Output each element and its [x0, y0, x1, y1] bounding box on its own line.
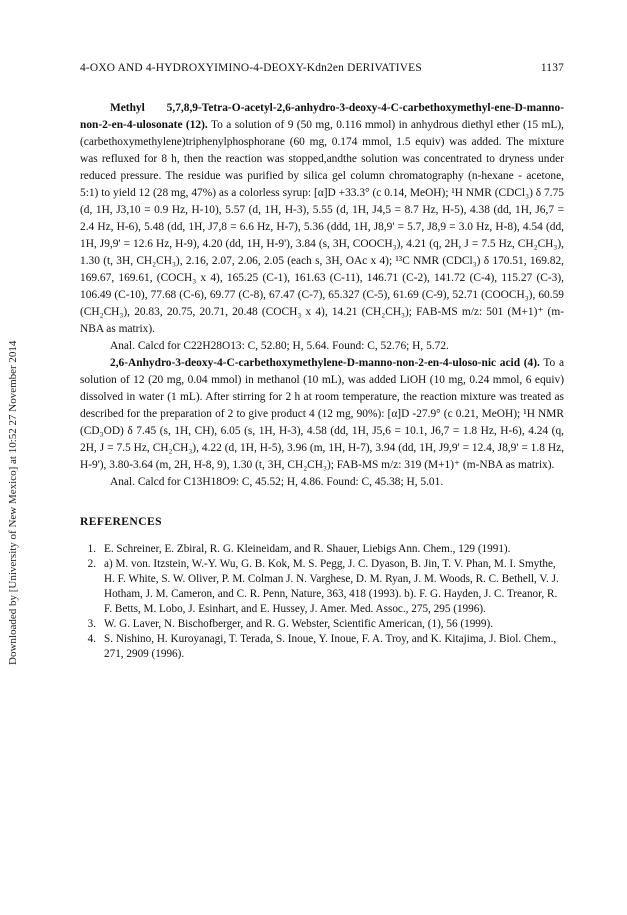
reference-text: E. Schreiner, E. Zbiral, R. G. Kleineidam, and R. Shauer, Liebigs Ann. Chem., 129 (1991). — [104, 543, 511, 555]
reference-item — [80, 632, 564, 662]
paragraph-anal-4 — [80, 474, 564, 491]
reference-number: 1. — [87, 543, 96, 555]
paragraph-anal-12 — [80, 338, 564, 355]
running-title: 4-OXO AND 4-HYDROXYIMINO-4-DEOXY-Kdn2en DERIVATIVES — [80, 62, 422, 74]
compound-12-text: To a solution of 9 (50 mg, 0.116 mmol) in anhydrous diethyl ether (15 mL), (carbethoxymethylene)triphenylphosphorane (60 mg, 0.174 mmol, 1.5 equiv) was added. The mixture was refluxed for 8 h, then the reaction was stopped,andthe solution was concentrated to dryness under reduced pressure. The residue was purified by silica gel column chromatography (n-hexane - acetone, 5:1) to yield 12 (28 mg, 47%) as a colorless syrup: [α]D +33.3° (c 0.14, MeOH); ¹H NMR (CDCl₃) δ 7.75 (d, 1H, J3,10 = 0.9 Hz, H-10), 5.57 (d, 1H, H-3), 5.55 (d, 1H, J4,5 = 8.7 Hz, H-5), 4.38 (dd, 1H, J6,7 = 2.4 Hz, H-6), 5.48 (dd, 1H, J7,8 = 6.6 Hz, H-7), 5.36 (ddd, 1H, J8,9' = 5.7, J8,9 = 3.0 Hz, H-8), 4.54 (dd, 1H, J9,9' = 12.6 Hz, H-9), 4.20 (dd, 1H, H-9'), 3.84 (s, 3H, COOCH₃), 4.21 (q, 2H, J = 7.5 Hz, CH₂CH₃), 1.30 (t, 3H, CH₂CH₃), 2.16, 2.07, 2.06, 2.05 (each s, 3H, OAc x 4); ¹³C NMR (CDCl₃) δ 170.51, 169.82, 169.67, 169.61, (COCH₃ x 4), 165.25 (C-1), 161.63 (C-11), 146.71 (C-2), 141.72 (C-4), 115.27 (C-3), 106.49 (C-10), 77.68 (C-6), 69.77 (C-8), 67.47 (C-7), 65.327 (C-5), 61.69 (C-9), 52.71 (COOCH₃), 60.59 (CH₂CH₃), 20.83, 20.75, 20.71, 20.48 (COCH₃ x 4), 14.21 (CH₂CH₃); FAB-MS m/z: 501 (M+1)⁺ (m-NBA as matrix). — [80, 119, 564, 335]
reference-number: 3. — [87, 618, 96, 630]
reference-number: 4. — [87, 633, 96, 645]
compound-12-heading: Methyl 5,7,8,9-Tetra-O-acetyl-2,6-anhydro-3-deoxy-4-C-carbethoxymethyl-ene-D-manno-non-2-en-4-ulosonate (12). — [80, 102, 564, 131]
anal-12-text: Anal. Calcd for C22H28O13: C, 52.80; H, 5.64. Found: C, 52.76; H, 5.72. — [110, 340, 449, 352]
reference-item — [80, 617, 564, 632]
compound-4-text: To a solution of 12 (20 mg, 0.04 mmol) in methanol (10 mL), was added LiOH (10 mg, 0.24 mmol, 6 equiv) dissolved in water (1 mL). After stirring for 2 h at room temperature, the reaction mixture was treated as described for the preparation of 2 to give product 4 (12 mg, 90%): [α]D -27.9° (c 0.21, MeOH); ¹H NMR (CD₃OD) δ 7.45 (s, 1H, CH), 6.05 (s, 1H, H-3), 4.58 (dd, 1H, J5,6 = 10.1, J6,7 = 1.8 Hz, H-6), 4.24 (q, 2H, J = 7.5 Hz, CH₂CH₃), 4.22 (d, 1H, H-5), 3.96 (m, 1H, H-7), 3.94 (dd, 1H, J9,9' = 12.4, J8,9' = 1.8 Hz, H-9'), 3.80-3.64 (m, 2H, H-8, 9), 1.30 (t, 3H, CH₂CH₃); FAB-MS m/z: 319 (M+1)⁺ (m-NBA as matrix). — [80, 357, 564, 471]
reference-item — [80, 557, 564, 617]
page-content — [80, 62, 564, 662]
reference-text: W. G. Laver, N. Bischofberger, and R. G. Webster, Scientific American, (1), 56 (1999). — [104, 618, 494, 630]
reference-text: a) M. von. Itzstein, W.-Y. Wu, G. B. Kok, M. S. Pegg, J. C. Dyason, B. Jin, T. V. Phan, M. I. Smythe, H. F. White, S. W. Oliver, P. M. Colman J. N. Varghese, D. M. Ryan, J. M. Woods, R. C. Bethell, V. J. Hotham, J. M. Cameron, and C. R. Penn, Nature, 363, 418 (1993). b). F. G. Hayden, J. C. Treanor, R. F. Betts, M. Lobo, J. Esinhart, and E. Hussey, J. Amer. Med. Assoc., 275, 295 (1996). — [104, 558, 559, 615]
anal-4-text: Anal. Calcd for C13H18O9: C, 45.52; H, 4.86. Found: C, 45.38; H, 5.01. — [110, 476, 444, 488]
experimental-body — [80, 100, 564, 491]
download-watermark: Downloaded by [University of New Mexico] at 10:52 27 November 2014 — [7, 340, 19, 665]
reference-number: 2. — [87, 558, 96, 570]
references-heading: REFERENCES — [80, 515, 162, 528]
reference-text: S. Nishino, H. Kuroyanagi, T. Terada, S. Inoue, Y. Inoue, F. A. Troy, and K. Kitajima, J. Biol. Chem., 271, 2909 (1996). — [104, 633, 557, 660]
paragraph-compound-4 — [80, 355, 564, 474]
reference-item — [80, 542, 564, 557]
paragraph-compound-12 — [80, 100, 564, 338]
page-number: 1137 — [540, 62, 564, 74]
compound-4-heading: 2,6-Anhydro-3-deoxy-4-C-carbethoxymethylene-D-manno-non-2-en-4-uloso-nic acid (4). — [110, 357, 540, 369]
reference-list — [80, 542, 564, 662]
running-header — [80, 62, 564, 74]
